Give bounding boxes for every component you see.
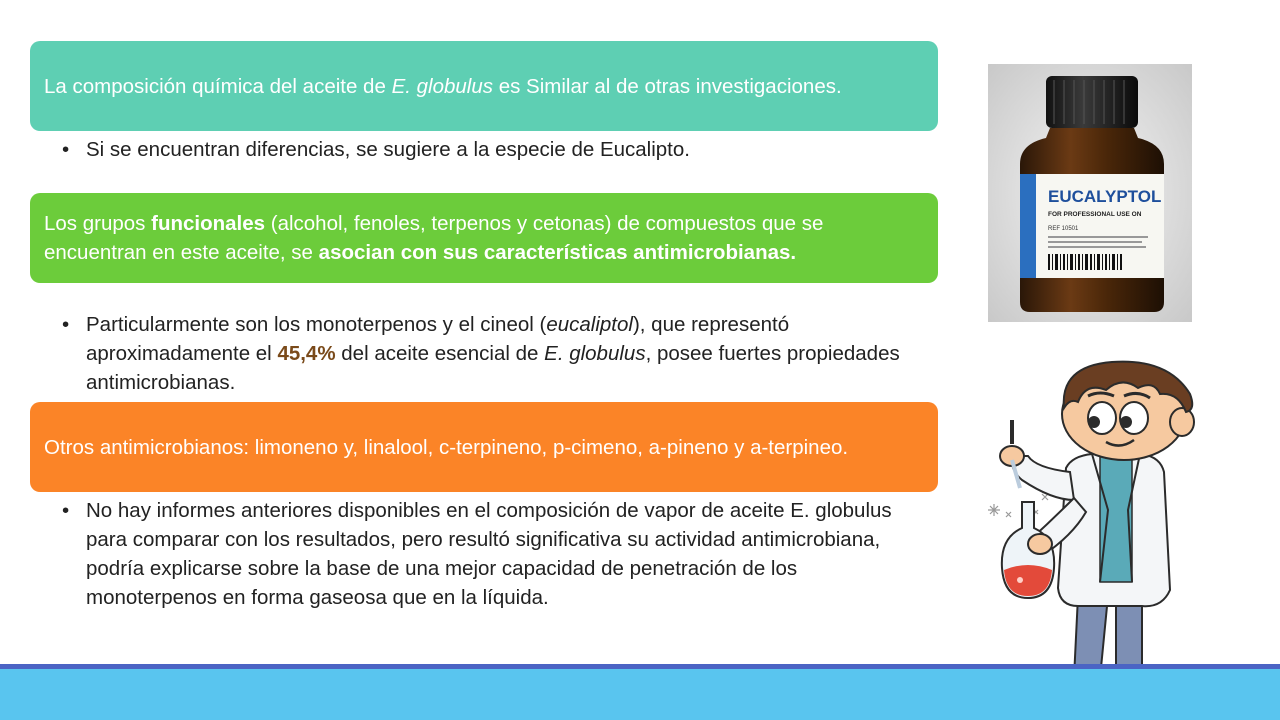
footer-band bbox=[0, 669, 1280, 720]
bullet-differences: • Si se encuentran diferencias, se sugiere a la especie de Eucalipto. bbox=[62, 135, 932, 164]
header-box-other-antimicrobials bbox=[30, 402, 938, 492]
bottle-label-brand: EUCALYPTOL bbox=[1048, 187, 1162, 206]
keyword-antimicrobial: asocian con sus características antimicrobianas. bbox=[318, 241, 797, 264]
percentage-highlight: 45,4% bbox=[277, 342, 336, 365]
header-box-functional-groups bbox=[30, 193, 938, 283]
bullet-no-reports: • No hay informes anteriores disponibles en el composición de vapor de aceite E. globulus para comparar con los resultados, pero resultó significativa su actividad antimicrobiana, podría explicarse sobre la base de una mejor capacidad de penetración de los monoterpenos en forma gaseosa que en la líquida. bbox=[62, 496, 932, 612]
header-text-other-antimicrobials: Otros antimicrobianos: limoneno y, linalool, c-terpineno, p-cimeno, a-pineno y a-terpineo. bbox=[44, 435, 849, 459]
header-box-composition bbox=[30, 41, 938, 131]
sparkle-icon bbox=[988, 494, 1048, 517]
header-text-composition: La composición química del aceite de E. globulus es Similar al de otras investigaciones. bbox=[44, 74, 842, 98]
keyword-funcionales: funcionales bbox=[151, 212, 266, 235]
eucalyptol-bottle-image bbox=[988, 64, 1192, 322]
header-text-functional-groups: Los grupos funcionales (alcohol, fenoles, terpenos y cetonas) de compuestos que se encuentran en este aceite, se asocian con sus características antimicrobianas. bbox=[44, 212, 824, 264]
bottle-label-ref: REF 10501 bbox=[1048, 226, 1079, 232]
bottle-label-sub: FOR PROFESSIONAL USE ON bbox=[1048, 211, 1142, 218]
bullet-monoterpenes: • Particularmente son los monoterpenos y el cineol (eucaliptol), que representó aproximadamente el 45,4% del aceite esencial de E. globulus, posee fuertes propiedades antimicrobianas. bbox=[62, 310, 932, 397]
species-name: E. globulus bbox=[391, 74, 493, 98]
